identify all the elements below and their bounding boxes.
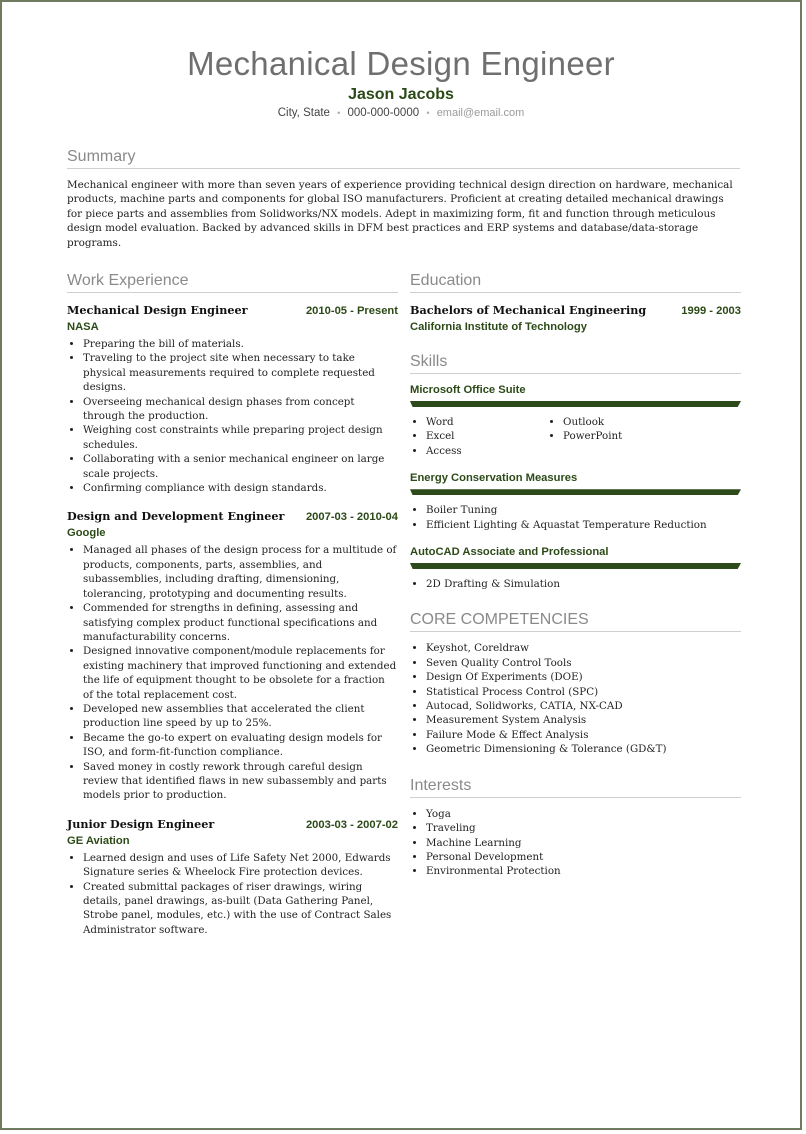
- skill-item-list: [410, 577, 741, 591]
- competency-item: • Measurement System Analysis: [426, 713, 741, 727]
- job-dates: 2003-03 - 2007-02: [305, 818, 398, 831]
- job-bullet: • Confirming compliance with design standards.: [83, 481, 398, 495]
- job-bullet: • Preparing the bill of materials.: [83, 337, 398, 351]
- job-bullet: • Weighing cost constraints while preparing project design schedules.: [83, 423, 398, 452]
- skill-item: • 2D Drafting & Simulation: [426, 577, 741, 591]
- summary-section: [67, 148, 740, 250]
- work-experience-heading: Work Experience: [67, 272, 398, 293]
- job-bullet: • Commended for strengths in defining, assessing and satisfying complex product functional specifications and manufacturability concerns.: [83, 601, 398, 644]
- competency-item: • Keyshot, Coreldraw: [426, 641, 741, 655]
- summary-text: Mechanical engineer with more than seven years of experience providing technical design direction on hardware, mechanical products, machine parts and components for global ISO manufacturers. Proficient at creating detailed mechanical drawings for piece parts and assemblies from Solidworks/NX models. Adept in maximizing form, fit and function through meticulous design model evaluation. Backed by advanced skills in DFM best practices and ERP systems and database/data-storage programs.: [67, 179, 733, 249]
- job-entry: [67, 303, 398, 495]
- job-bullet: • Overseeing mechanical design phases from concept through the production.: [83, 395, 398, 424]
- job-company: NASA: [67, 321, 99, 333]
- skill-item-list: [410, 415, 741, 458]
- summary-heading: Summary: [67, 148, 740, 169]
- competency-list: [410, 641, 741, 756]
- competency-item: • Seven Quality Control Tools: [426, 656, 741, 670]
- job-company: Google: [67, 527, 106, 540]
- separator-dot: •: [426, 108, 430, 118]
- skill-item: • Excel: [426, 429, 563, 443]
- skill-item-list: [410, 503, 741, 532]
- interest-item: • Personal Development: [426, 850, 741, 864]
- competency-item: • Autocad, Solidworks, CATIA, NX-CAD: [426, 699, 741, 713]
- competency-item: • Failure Mode & Effect Analysis: [426, 728, 741, 742]
- job-dates: 2007-03 - 2010-04: [305, 511, 398, 524]
- job-bullet-list: [67, 851, 398, 937]
- skill-groups: [410, 384, 741, 591]
- education-entry: [410, 303, 741, 333]
- job-bullet: • Learned design and uses of Life Safety Net 2000, Edwards Signature series & Wheelock Fire protection devices.: [83, 851, 398, 880]
- education-section: [410, 272, 741, 333]
- job-bullet: • Managed all phases of the design process for a multitude of products, components, parts, assemblies, and subassemblies, including drafting, dimensioning, tolerancing, prototyping and documenting results.: [83, 543, 398, 601]
- education-heading: Education: [410, 272, 741, 293]
- resume-header: [2, 2, 800, 119]
- interest-item: • Machine Learning: [426, 836, 741, 850]
- contact-line: [2, 107, 800, 119]
- skill-item: • Outlook: [563, 415, 743, 429]
- job-bullet: • Became the go-to expert on evaluating design models for ISO, and form-fit-function compliance.: [83, 731, 398, 760]
- job-position: Junior Design Engineer: [67, 816, 215, 831]
- job-head: [67, 303, 398, 317]
- school-name: California Institute of Technology: [410, 321, 587, 333]
- interest-list: [410, 807, 741, 879]
- competencies-heading: CORE COMPETENCIES: [410, 611, 741, 632]
- competency-item: • Statistical Process Control (SPC): [426, 685, 741, 699]
- separator-dot: •: [337, 108, 341, 118]
- skill-item: • Boiler Tuning: [426, 503, 741, 517]
- job-bullet-list: [67, 337, 398, 495]
- job-list: [67, 303, 398, 937]
- interest-item: • Yoga: [426, 807, 741, 821]
- skills-section: [410, 353, 741, 591]
- competency-item: • Geometric Dimensioning & Tolerance (GD&T): [426, 742, 741, 756]
- skill-level-bar: [410, 489, 741, 495]
- interest-item: • Traveling: [426, 821, 741, 835]
- education-head: [410, 303, 741, 317]
- job-head: [67, 509, 398, 523]
- education-dates: 1999 - 2003: [681, 305, 741, 317]
- email-address: email@email.com: [436, 107, 525, 119]
- skills-heading: Skills: [410, 353, 741, 374]
- skill-item: • PowerPoint: [563, 429, 743, 443]
- interests-section: [410, 777, 741, 879]
- right-column: [410, 272, 741, 879]
- city-state: City, State: [277, 107, 330, 119]
- skill-item: • Efficient Lighting & Aquastat Temperature Reduction: [426, 518, 741, 532]
- job-position: Mechanical Design Engineer: [67, 303, 248, 317]
- job-bullet-list: [67, 543, 398, 802]
- job-company: GE Aviation: [67, 834, 130, 847]
- skill-group-name: AutoCAD Associate and Professional: [410, 546, 609, 559]
- phone-number: 000-000-0000: [347, 107, 420, 119]
- degree-name: Bachelors of Mechanical Engineering: [410, 303, 647, 317]
- job-bullet: • Created submittal packages of riser drawings, wiring details, panel drawings, as-built (Data Gathering Panel, Strobe panel, modules, etc.) with the use of Contract Sales Administrator software.: [83, 880, 398, 938]
- candidate-name: Jason Jacobs: [348, 86, 454, 103]
- job-head: [67, 817, 398, 831]
- interests-heading: Interests: [410, 777, 741, 798]
- skill-item: • Access: [426, 444, 563, 458]
- skill-group-name: Energy Conservation Measures: [410, 472, 578, 485]
- skill-group-name: Microsoft Office Suite: [410, 384, 526, 396]
- job-entry: [67, 509, 398, 802]
- job-bullet: • Saved money in costly rework through careful design review that identified flaws in new subassembly and parts models prior to production.: [83, 760, 398, 803]
- interest-item: • Environmental Protection: [426, 864, 741, 878]
- job-bullet: • Traveling to the project site when necessary to take physical measurements required to complete requested designs.: [83, 351, 398, 394]
- job-position: Design and Development Engineer: [67, 509, 285, 524]
- job-dates: 2010-05 - Present: [305, 305, 398, 317]
- work-experience-section: [67, 272, 398, 937]
- job-bullet: • Collaborating with a senior mechanical engineer on large scale projects.: [83, 452, 398, 481]
- job-entry: [67, 817, 398, 937]
- competency-item: • Design Of Experiments (DOE): [426, 670, 741, 684]
- job-title-heading: Mechanical Design Engineer: [187, 45, 615, 82]
- skill-item: • Word: [426, 415, 563, 429]
- job-bullet: • Designed innovative component/module replacements for existing machinery that improved functioning and extended the life of equipment thought to be obsolete for a fraction of the total replacement cost.: [83, 644, 398, 702]
- competencies-section: [410, 611, 741, 756]
- skill-level-bar: [410, 401, 741, 407]
- job-bullet: • Developed new assemblies that accelerated the client production line speed by up to 25%.: [83, 702, 398, 731]
- skill-level-bar: [410, 563, 741, 569]
